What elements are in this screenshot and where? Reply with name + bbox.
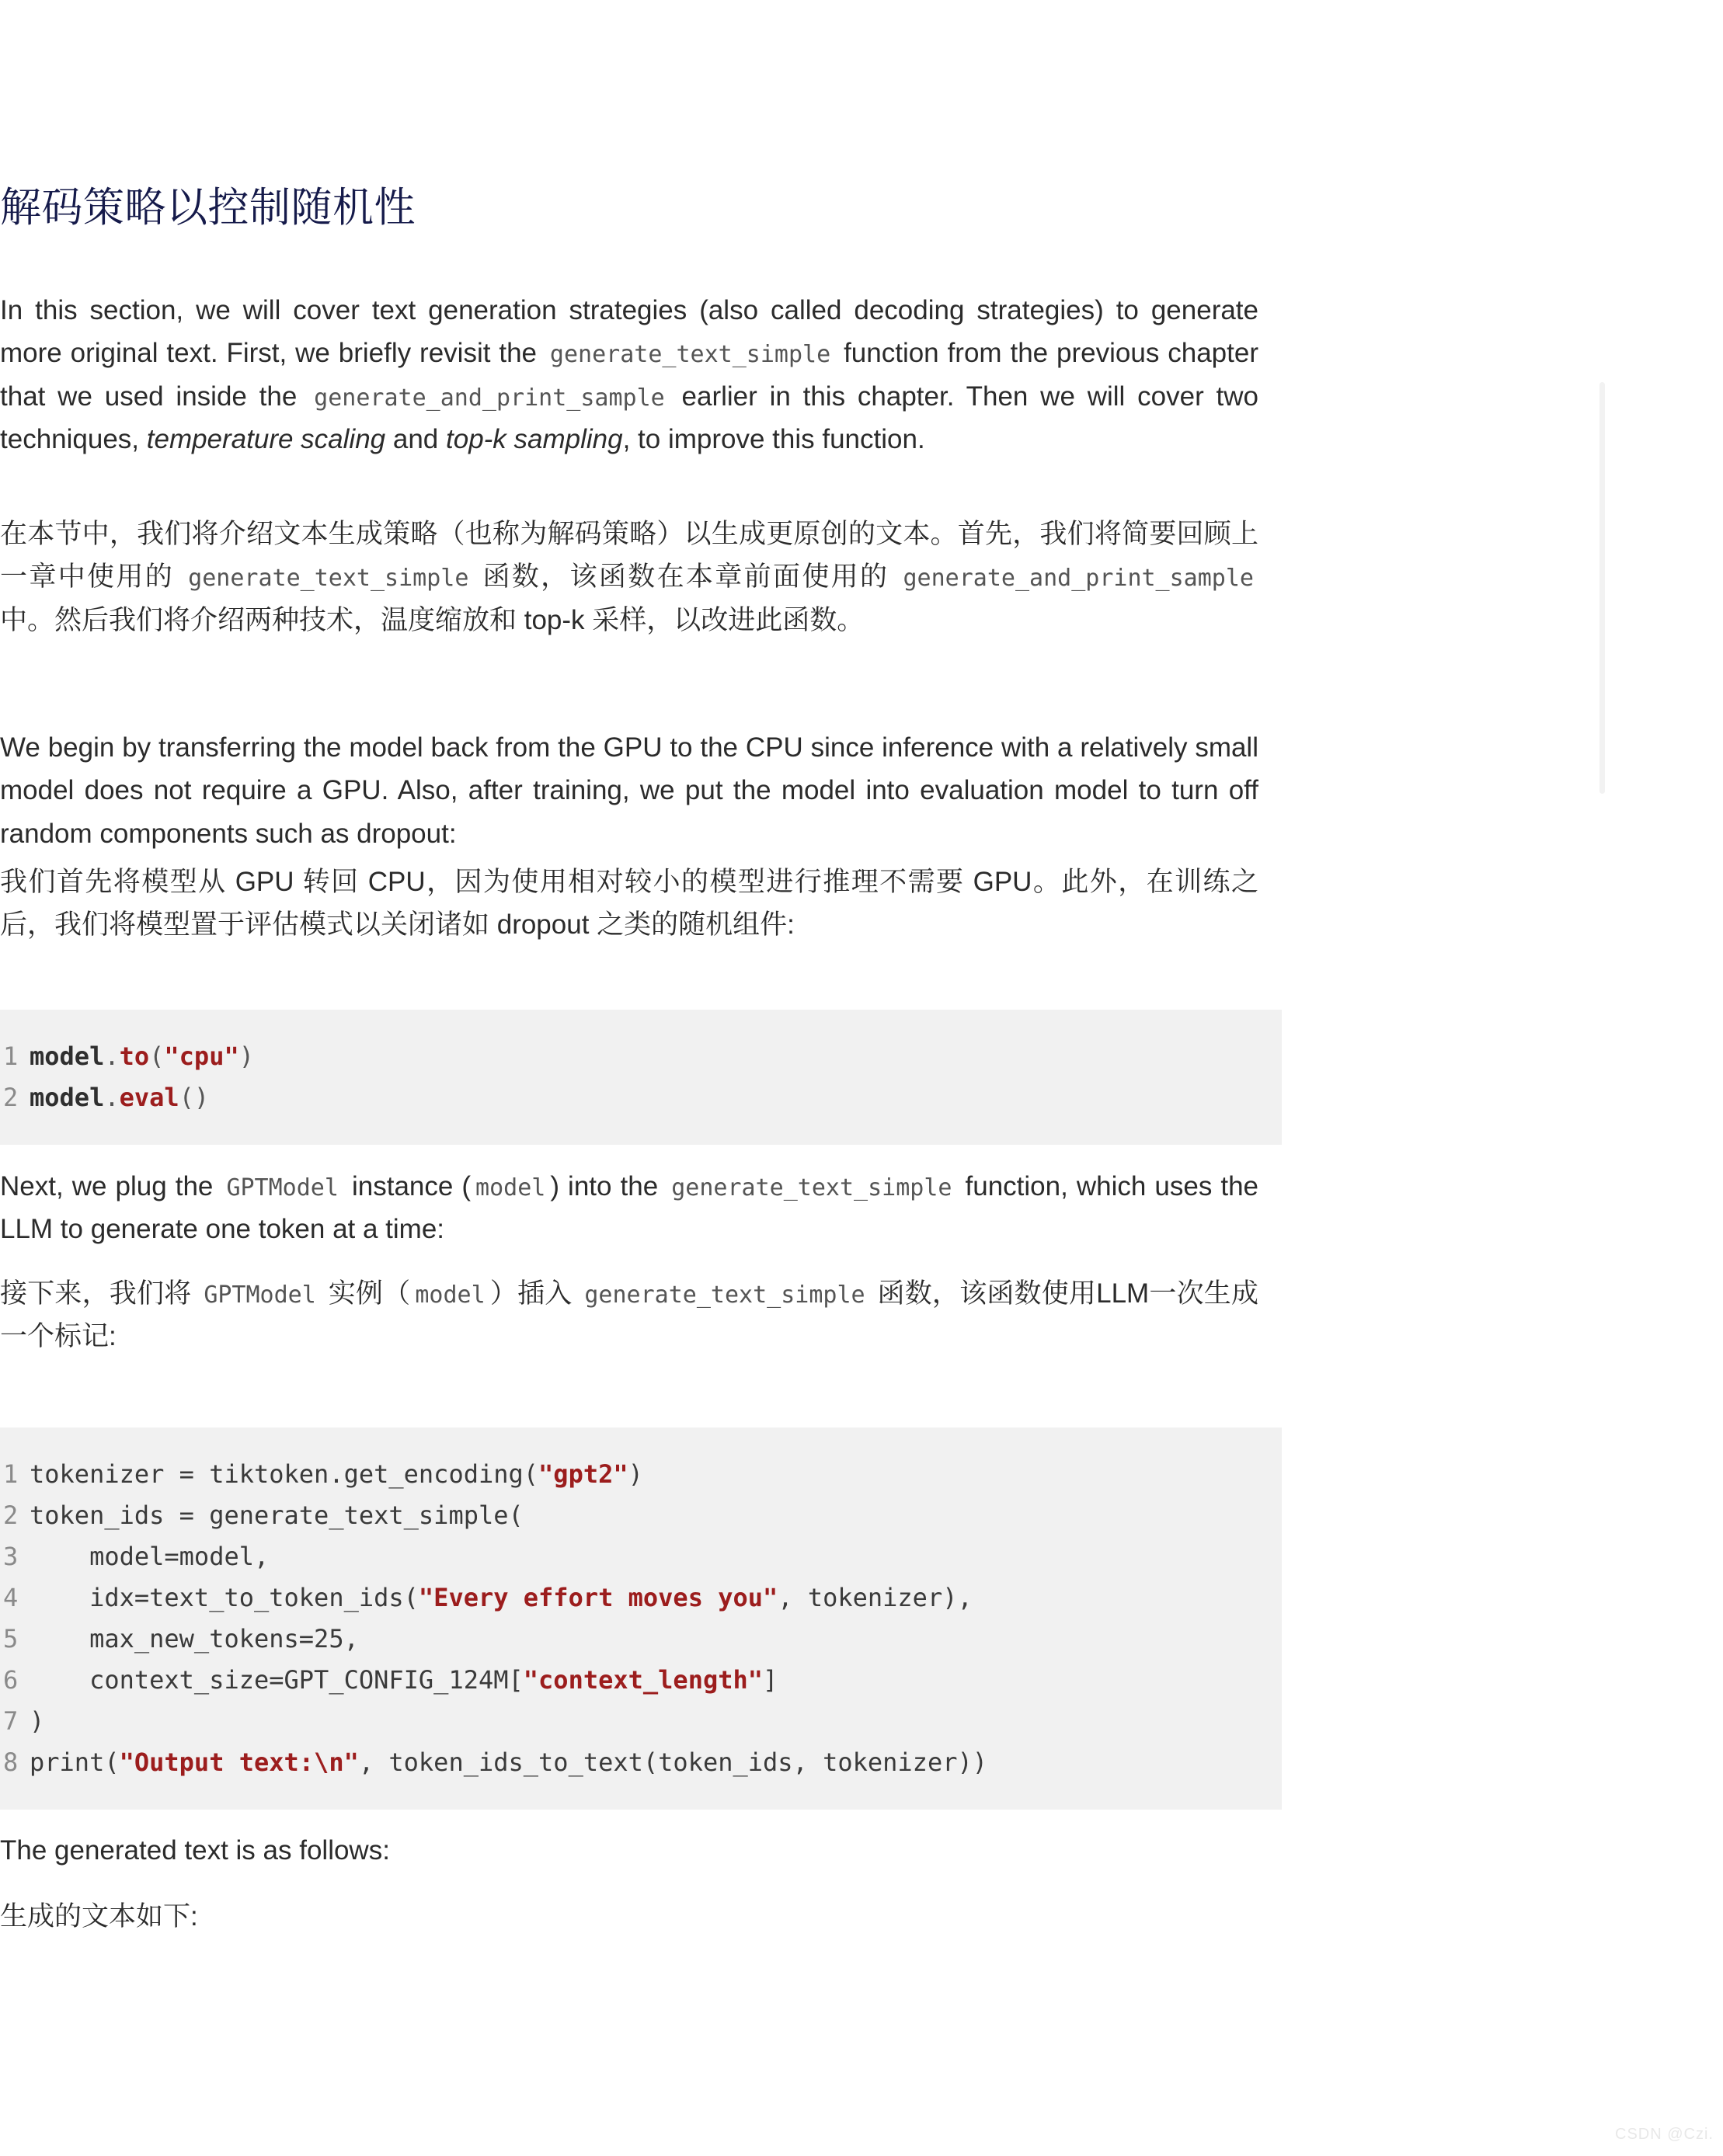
text-run: 中。然后我们将介绍两种技术，温度缩放和 top-k 采样，以改进此函数。 xyxy=(0,604,865,635)
code-token: "Output text:\n" xyxy=(119,1747,359,1777)
text-run: 在本节中，我们将介绍文本生成策略（也称为解码策略）以生成更原创的文本。首先，我们将简要回顾上一章中使用的 xyxy=(0,519,1258,593)
code-token: "gpt2" xyxy=(538,1459,628,1489)
text-run: In this section, we will cover text generation strategies (also called decoding strategies) to generate more original text. First, we briefly revisit the xyxy=(0,295,1258,369)
paragraph-gpu-english xyxy=(0,726,1258,855)
code-line-number: 2 xyxy=(3,1083,19,1112)
text-run: , to improve this function. xyxy=(622,423,925,454)
paragraph-generated-chinese xyxy=(0,1895,1258,1938)
paragraph-intro-chinese xyxy=(0,513,1258,642)
inline-code-generate-text-simple: generate_text_simple xyxy=(671,1174,952,1201)
text-run: function, which uses the LLM to generate one token at a time: xyxy=(0,1171,1259,1245)
paragraph-gpu-chinese xyxy=(0,861,1258,947)
code-token: , token_ids_to_text(token_ids, tokenizer)) xyxy=(358,1747,987,1777)
code-line-number: 3 xyxy=(3,1542,19,1571)
code-token: model xyxy=(30,1083,105,1112)
scrollbar-thumb[interactable] xyxy=(1599,382,1605,794)
code-token: . xyxy=(104,1041,120,1071)
code-token: ( xyxy=(149,1041,165,1071)
code-line xyxy=(0,1036,1282,1077)
code-line-number: 7 xyxy=(3,1706,19,1736)
paragraph-plug-english xyxy=(0,1165,1258,1251)
text-run: and xyxy=(385,423,446,454)
inline-code-gptmodel: GPTModel xyxy=(226,1174,339,1201)
code-token: print( xyxy=(30,1747,120,1777)
code-line-number: 6 xyxy=(3,1665,19,1695)
code-line-number: 5 xyxy=(3,1624,19,1654)
code-line xyxy=(0,1536,1282,1577)
code-token: idx=text_to_token_ids( xyxy=(30,1583,419,1612)
text-run: 生成的文本如下: xyxy=(0,1901,198,1932)
code-token: model=model, xyxy=(30,1542,270,1571)
inline-code-model: model xyxy=(415,1281,486,1309)
code-token: ) xyxy=(628,1459,643,1489)
code-token: "context_length" xyxy=(523,1665,764,1695)
code-token: ] xyxy=(763,1665,778,1695)
code-token: tokenizer = tiktoken.get_encoding( xyxy=(30,1459,539,1489)
inline-code-generate-and-print-sample: generate_and_print_sample xyxy=(903,565,1254,593)
text-run: 我们首先将模型从 GPU 转回 CPU，因为使用相对较小的模型进行推理不需要 GPU。此外，在训练之后，我们将模型置于评估模式以关闭诸如 dropout 之类的随机组件: xyxy=(0,867,1258,941)
code-line-number: 8 xyxy=(3,1747,19,1777)
code-token: "Every effort moves you" xyxy=(418,1583,778,1612)
code-token: ) xyxy=(30,1706,45,1736)
code-token: to xyxy=(119,1041,150,1071)
text-run: ) into the xyxy=(550,1171,667,1201)
watermark: CSDN @Czi. xyxy=(1615,2126,1714,2143)
code-token: "cpu" xyxy=(164,1041,239,1071)
text-run: 函数，该函数使用LLM一次生成一个标记: xyxy=(0,1278,1258,1352)
inline-code-generate-text-simple: generate_text_simple xyxy=(549,341,831,369)
code-line xyxy=(0,1701,1282,1742)
code-line-number: 1 xyxy=(3,1041,19,1071)
code-token: ) xyxy=(238,1041,254,1071)
inline-code-generate-text-simple: generate_text_simple xyxy=(188,565,469,593)
text-run: The generated text is as follows: xyxy=(0,1835,390,1866)
code-line xyxy=(0,1495,1282,1536)
paragraph-plug-chinese xyxy=(0,1272,1258,1358)
inline-code-generate-text-simple: generate_text_simple xyxy=(584,1281,865,1309)
text-run: instance ( xyxy=(343,1171,472,1201)
text-run: function from the previous chapter that we used inside the xyxy=(0,338,1258,412)
code-line xyxy=(0,1619,1282,1660)
code-token: () xyxy=(179,1083,210,1112)
paragraph-intro-english xyxy=(0,289,1258,461)
inline-code-gptmodel: GPTModel xyxy=(204,1281,316,1309)
text-run: We begin by transferring the model back from the GPU to the CPU since inference with a relatively small model does not require a GPU. Also, after training, we put the model into evaluation model to turn off random components such as dropout: xyxy=(0,732,1258,849)
code-block-model-cpu xyxy=(0,1010,1282,1145)
text-run: ）插入 xyxy=(489,1278,580,1309)
code-line xyxy=(0,1077,1282,1118)
scrollbar-track[interactable] xyxy=(1599,0,1605,2156)
code-line-number: 4 xyxy=(3,1583,19,1612)
code-line-number: 2 xyxy=(3,1501,19,1530)
text-run: 函数，该函数在本章前面使用的 xyxy=(473,562,899,593)
page-title: 解码策略以控制随机性 xyxy=(0,185,416,231)
emphasis-temperature-scaling: temperature scaling xyxy=(146,423,386,454)
inline-code-model: model xyxy=(475,1174,546,1201)
code-token: . xyxy=(104,1083,120,1112)
code-token: context_size=GPT_CONFIG_124M[ xyxy=(30,1665,524,1695)
code-token: , tokenizer), xyxy=(778,1583,973,1612)
code-line xyxy=(0,1742,1282,1783)
text-run: 接下来，我们将 xyxy=(0,1278,200,1309)
code-line xyxy=(0,1577,1282,1619)
paragraph-generated-english xyxy=(0,1829,1258,1872)
code-token: token_ids = generate_text_simple( xyxy=(30,1501,524,1530)
code-line xyxy=(0,1454,1282,1495)
inline-code-generate-and-print-sample: generate_and_print_sample xyxy=(314,384,665,412)
text-run: 实例（ xyxy=(320,1278,411,1309)
code-token: eval xyxy=(119,1083,179,1112)
code-token: model xyxy=(30,1041,105,1071)
code-block-generate-text xyxy=(0,1427,1282,1810)
text-run: Next, we plug the xyxy=(0,1171,222,1201)
text-run: earlier in this chapter. Then we will cover two techniques, xyxy=(0,381,1258,454)
code-line-number: 1 xyxy=(3,1459,19,1489)
emphasis-top-k-sampling: top-k sampling xyxy=(446,423,623,454)
code-line xyxy=(0,1660,1282,1701)
code-token: max_new_tokens=25, xyxy=(30,1624,359,1654)
